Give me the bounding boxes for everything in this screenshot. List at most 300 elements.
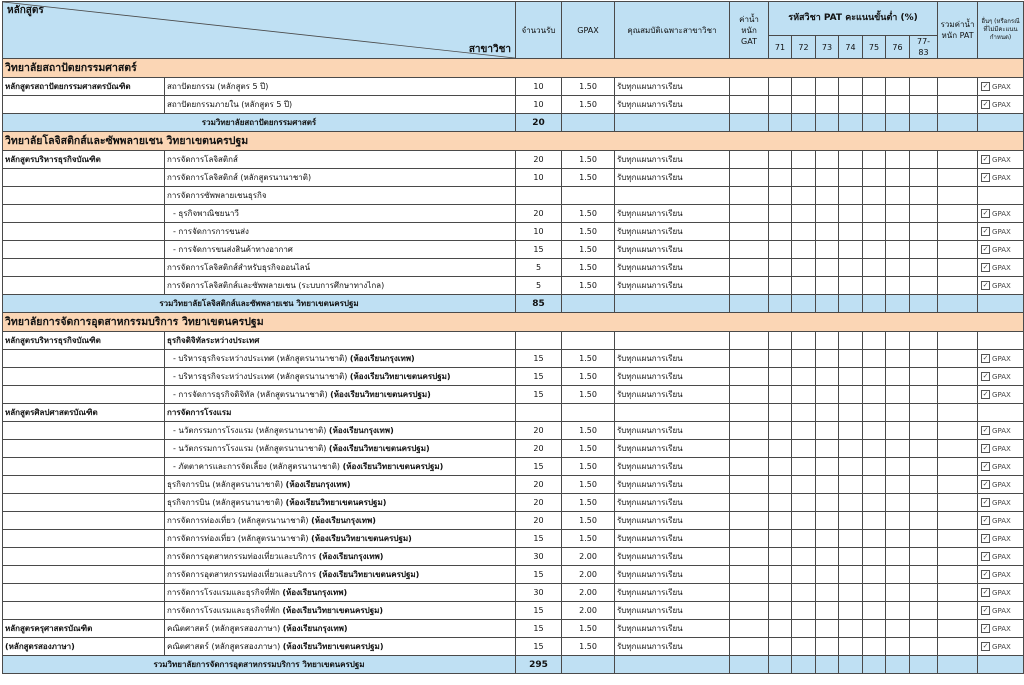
campus-label: (ห้องเรียนวิทยาเขตนครปฐม): [285, 497, 387, 507]
empty-cell: [863, 205, 886, 223]
major-name: - นวัตกรรมการโรงแรม (หลักสูตรนานาชาติ): [173, 443, 329, 453]
program-cell: [3, 169, 165, 187]
gpax-cell: 1.50: [562, 638, 615, 656]
major-cell: [165, 151, 516, 169]
empty-cell: [816, 638, 839, 656]
major-name: การจัดการโรงแรม: [167, 407, 232, 417]
empty-cell: [886, 530, 910, 548]
empty-cell: [910, 584, 938, 602]
qualification-cell: รับทุกแผนการเรียน: [615, 151, 730, 169]
program-cell: [3, 584, 165, 602]
empty-cell: [839, 241, 863, 259]
empty-cell: [816, 548, 839, 566]
empty-cell: [730, 259, 769, 277]
major-name: - ภัตตาคารและการจัดเลี้ยง (หลักสูตรนานาชาติ): [173, 461, 343, 471]
major-cell: [165, 386, 516, 404]
checkbox-icon: ✓: [982, 426, 989, 434]
major-cell: [165, 169, 516, 187]
empty-cell: [769, 404, 792, 422]
empty-cell: [730, 422, 769, 440]
other-cell: [978, 440, 1024, 458]
checkbox-icon: ✓: [982, 281, 989, 289]
empty-cell: [792, 440, 816, 458]
empty-cell: [863, 476, 886, 494]
seats-cell: 15: [516, 620, 562, 638]
empty-cell: [792, 151, 816, 169]
major-name: - การจัดการขนส่งสินค้าทางอากาศ: [173, 244, 293, 254]
program-cell: หลักสูตรครุศาสตรบัณฑิต: [3, 620, 165, 638]
empty-cell: [816, 96, 839, 114]
empty-cell: [730, 440, 769, 458]
empty-cell: [816, 368, 839, 386]
empty-cell: [886, 187, 910, 205]
check-label: GPAX: [992, 372, 1011, 381]
program-cell: [3, 386, 165, 404]
empty-cell: [938, 96, 978, 114]
empty-cell: [792, 512, 816, 530]
campus-label: (ห้องเรียนกรุงเทพ): [282, 587, 348, 597]
empty-cell: [792, 620, 816, 638]
qualification-cell: รับทุกแผนการเรียน: [615, 440, 730, 458]
empty-cell: [839, 602, 863, 620]
other-cell: [978, 151, 1024, 169]
empty-cell: [769, 602, 792, 620]
checkbox-icon: ✓: [982, 462, 989, 470]
empty-cell: [730, 584, 769, 602]
checkbox-icon: ✓: [982, 155, 989, 163]
empty-cell: [839, 458, 863, 476]
empty-cell: [816, 277, 839, 295]
empty-cell: [792, 638, 816, 656]
empty-cell: [910, 638, 938, 656]
empty-cell: [792, 259, 816, 277]
major-cell: [165, 187, 516, 205]
check-label: GPAX: [992, 354, 1011, 363]
empty-cell: [938, 350, 978, 368]
qualification-cell: [615, 332, 730, 350]
major-name: สถาปัตยกรรม (หลักสูตร 5 ปี): [167, 81, 269, 91]
checkbox-icon: ✓: [982, 354, 989, 362]
gpax-cell: 2.00: [562, 584, 615, 602]
empty-cell: [910, 404, 938, 422]
subtotal-row: [3, 656, 1024, 674]
empty-cell: [938, 114, 978, 132]
empty-cell: [886, 566, 910, 584]
campus-label: (ห้องเรียนกรุงเทพ): [318, 551, 384, 561]
empty-cell: [816, 404, 839, 422]
campus-label: (ห้องเรียนกรุงเทพ): [285, 479, 351, 489]
header-pat-code: 77-83: [910, 36, 938, 59]
program-cell: [3, 96, 165, 114]
empty-cell: [615, 295, 730, 313]
empty-cell: [863, 548, 886, 566]
checkbox-icon: ✓: [982, 227, 989, 235]
table-row: [3, 584, 1024, 602]
major-cell: [165, 368, 516, 386]
seats-cell: 10: [516, 96, 562, 114]
seats-cell: 20: [516, 151, 562, 169]
empty-cell: [839, 620, 863, 638]
other-cell: [978, 368, 1024, 386]
empty-cell: [938, 187, 978, 205]
header-pat-title: รหัสวิชา PAT คะแนนขั้นต่ำ (%): [769, 2, 938, 36]
check-label: GPAX: [992, 444, 1011, 453]
empty-cell: [886, 78, 910, 96]
checkbox-icon: ✓: [982, 624, 989, 632]
empty-cell: [886, 638, 910, 656]
empty-cell: [938, 259, 978, 277]
empty-cell: [792, 277, 816, 295]
empty-cell: [938, 404, 978, 422]
program-cell: (หลักสูตรสองภาษา): [3, 638, 165, 656]
empty-cell: [816, 584, 839, 602]
empty-cell: [839, 440, 863, 458]
seats-cell: 15: [516, 241, 562, 259]
empty-cell: [769, 114, 792, 132]
other-cell: [978, 259, 1024, 277]
empty-cell: [792, 566, 816, 584]
empty-cell: [886, 332, 910, 350]
major-name: - ธุรกิจพาณิชยนาวี: [173, 208, 239, 218]
empty-cell: [769, 78, 792, 96]
table-row: [3, 512, 1024, 530]
gpax-cell: 1.50: [562, 205, 615, 223]
empty-cell: [863, 494, 886, 512]
qualification-cell: รับทุกแผนการเรียน: [615, 458, 730, 476]
empty-cell: [816, 458, 839, 476]
empty-cell: [730, 512, 769, 530]
empty-cell: [769, 584, 792, 602]
empty-cell: [769, 187, 792, 205]
seats-cell: [516, 404, 562, 422]
header-pat-code: 71: [769, 36, 792, 59]
table-row: [3, 223, 1024, 241]
major-cell: [165, 584, 516, 602]
table-row: [3, 530, 1024, 548]
seats-cell: 10: [516, 78, 562, 96]
campus-label: (ห้องเรียนวิทยาเขตนครปฐม): [328, 443, 430, 453]
empty-cell: [910, 96, 938, 114]
empty-cell: [816, 494, 839, 512]
empty-cell: [730, 458, 769, 476]
check-label: GPAX: [992, 642, 1011, 651]
empty-cell: [839, 584, 863, 602]
empty-cell: [730, 241, 769, 259]
checkbox-icon: ✓: [982, 444, 989, 452]
major-cell: [165, 223, 516, 241]
empty-cell: [792, 530, 816, 548]
table-row: [3, 494, 1024, 512]
table-row: [3, 386, 1024, 404]
empty-cell: [769, 223, 792, 241]
empty-cell: [863, 241, 886, 259]
gpax-cell: 1.50: [562, 476, 615, 494]
subtotal-value: 295: [516, 656, 562, 674]
empty-cell: [938, 566, 978, 584]
empty-cell: [886, 422, 910, 440]
empty-cell: [886, 350, 910, 368]
empty-cell: [839, 332, 863, 350]
other-cell: [978, 187, 1024, 205]
empty-cell: [863, 530, 886, 548]
empty-cell: [730, 205, 769, 223]
check-label: GPAX: [992, 516, 1011, 525]
gpax-cell: 2.00: [562, 602, 615, 620]
program-cell: [3, 512, 165, 530]
empty-cell: [816, 512, 839, 530]
header-major: สาขาวิชา: [468, 44, 511, 55]
empty-cell: [910, 169, 938, 187]
empty-cell: [816, 332, 839, 350]
gpax-cell: 1.50: [562, 512, 615, 530]
empty-cell: [863, 602, 886, 620]
major-cell: [165, 512, 516, 530]
empty-cell: [938, 295, 978, 313]
table-row: [3, 205, 1024, 223]
empty-cell: [886, 494, 910, 512]
empty-cell: [938, 205, 978, 223]
empty-cell: [910, 205, 938, 223]
empty-cell: [839, 638, 863, 656]
table-row: [3, 422, 1024, 440]
checkbox-icon: ✓: [982, 588, 989, 596]
empty-cell: [938, 512, 978, 530]
empty-cell: [839, 494, 863, 512]
empty-cell: [730, 386, 769, 404]
empty-cell: [792, 96, 816, 114]
checkbox-icon: ✓: [982, 606, 989, 614]
empty-cell: [792, 241, 816, 259]
empty-cell: [816, 187, 839, 205]
major-name: การจัดการโลจิสติกส์ (หลักสูตรนานาชาติ): [167, 172, 312, 182]
seats-cell: 15: [516, 368, 562, 386]
empty-cell: [886, 458, 910, 476]
program-cell: หลักสูตรสถาปัตยกรรมศาสตรบัณฑิต: [3, 78, 165, 96]
other-cell: [978, 205, 1024, 223]
empty-cell: [792, 114, 816, 132]
empty-cell: [730, 277, 769, 295]
gpax-cell: 1.50: [562, 96, 615, 114]
empty-cell: [839, 566, 863, 584]
seats-cell: 15: [516, 458, 562, 476]
major-name: การจัดการซัพพลายเชนธุรกิจ: [167, 190, 267, 200]
empty-cell: [938, 530, 978, 548]
major-name: การจัดการโรงแรมและธุรกิจที่พัก: [167, 605, 283, 615]
major-name: ธุรกิจดิจิทัลระหว่างประเทศ: [167, 335, 260, 345]
section-title: วิทยาลัยโลจิสติกส์และซัพพลายเชน วิทยาเขตนครปฐม: [3, 132, 1024, 151]
empty-cell: [816, 78, 839, 96]
major-cell: [165, 350, 516, 368]
empty-cell: [769, 512, 792, 530]
subtotal-label: รวมวิทยาลัยโลจิสติกส์และซัพพลายเชน วิทยาเขตนครปฐม: [3, 295, 516, 313]
empty-cell: [910, 350, 938, 368]
empty-cell: [910, 476, 938, 494]
qualification-cell: รับทุกแผนการเรียน: [615, 241, 730, 259]
check-label: GPAX: [992, 462, 1011, 471]
gpax-cell: 1.50: [562, 620, 615, 638]
qualification-cell: รับทุกแผนการเรียน: [615, 368, 730, 386]
qualification-cell: [615, 404, 730, 422]
empty-cell: [910, 259, 938, 277]
header-seats: จำนวนรับ: [516, 2, 562, 59]
empty-cell: [730, 96, 769, 114]
empty-cell: [839, 259, 863, 277]
major-name: สถาปัตยกรรมภายใน (หลักสูตร 5 ปี): [167, 99, 293, 109]
check-label: GPAX: [992, 263, 1011, 272]
campus-label: (ห้องเรียนวิทยาเขตนครปฐม): [282, 641, 384, 651]
check-label: GPAX: [992, 606, 1011, 615]
table-row: [3, 277, 1024, 295]
empty-cell: [839, 350, 863, 368]
qualification-cell: รับทุกแผนการเรียน: [615, 620, 730, 638]
qualification-cell: รับทุกแผนการเรียน: [615, 530, 730, 548]
empty-cell: [816, 223, 839, 241]
empty-cell: [839, 205, 863, 223]
gpax-cell: 2.00: [562, 566, 615, 584]
major-cell: [165, 259, 516, 277]
major-cell: [165, 440, 516, 458]
empty-cell: [839, 295, 863, 313]
major-name: - บริหารธุรกิจระหว่างประเทศ (หลักสูตรนานาชาติ): [173, 353, 350, 363]
qualification-cell: รับทุกแผนการเรียน: [615, 350, 730, 368]
empty-cell: [910, 241, 938, 259]
empty-cell: [886, 259, 910, 277]
empty-cell: [863, 566, 886, 584]
checkbox-icon: ✓: [982, 498, 989, 506]
gpax-cell: 1.50: [562, 78, 615, 96]
header-pat-code: 73: [816, 36, 839, 59]
program-cell: [3, 458, 165, 476]
empty-cell: [978, 114, 1024, 132]
header-pat-code: 75: [863, 36, 886, 59]
major-cell: [165, 458, 516, 476]
empty-cell: [769, 332, 792, 350]
empty-cell: [839, 656, 863, 674]
checkbox-icon: ✓: [982, 534, 989, 542]
other-cell: [978, 169, 1024, 187]
other-cell: [978, 494, 1024, 512]
empty-cell: [863, 78, 886, 96]
empty-cell: [910, 530, 938, 548]
empty-cell: [886, 602, 910, 620]
empty-cell: [863, 295, 886, 313]
empty-cell: [863, 638, 886, 656]
empty-cell: [910, 277, 938, 295]
header-pat-code: 74: [839, 36, 863, 59]
program-cell: [3, 440, 165, 458]
empty-cell: [730, 223, 769, 241]
empty-cell: [730, 368, 769, 386]
major-cell: [165, 332, 516, 350]
other-cell: [978, 404, 1024, 422]
header-gat-weight: ค่าน้ำหนัก GAT: [730, 2, 769, 59]
empty-cell: [816, 169, 839, 187]
program-cell: [3, 241, 165, 259]
campus-label: (ห้องเรียนกรุงเทพ): [349, 353, 415, 363]
section-title: วิทยาลัยสถาปัตยกรรมศาสตร์: [3, 59, 1024, 78]
empty-cell: [769, 494, 792, 512]
major-cell: [165, 277, 516, 295]
empty-cell: [886, 205, 910, 223]
other-cell: [978, 78, 1024, 96]
empty-cell: [863, 422, 886, 440]
qualification-cell: รับทุกแผนการเรียน: [615, 223, 730, 241]
header-pat-code: 76: [886, 36, 910, 59]
major-name: การจัดการท่องเที่ยว (หลักสูตรนานาชาติ): [167, 515, 312, 525]
seats-cell: 20: [516, 440, 562, 458]
empty-cell: [863, 277, 886, 295]
empty-cell: [863, 404, 886, 422]
empty-cell: [769, 440, 792, 458]
empty-cell: [769, 548, 792, 566]
table-row: [3, 458, 1024, 476]
empty-cell: [769, 350, 792, 368]
empty-cell: [816, 386, 839, 404]
empty-cell: [910, 368, 938, 386]
empty-cell: [816, 241, 839, 259]
other-cell: [978, 386, 1024, 404]
check-label: GPAX: [992, 588, 1011, 597]
check-label: GPAX: [992, 498, 1011, 507]
major-cell: [165, 530, 516, 548]
admission-table: [2, 1, 1024, 674]
empty-cell: [863, 223, 886, 241]
table-row: [3, 169, 1024, 187]
gpax-cell: 1.50: [562, 494, 615, 512]
qualification-cell: รับทุกแผนการเรียน: [615, 638, 730, 656]
empty-cell: [938, 241, 978, 259]
program-cell: [3, 548, 165, 566]
qualification-cell: รับทุกแผนการเรียน: [615, 169, 730, 187]
table-row: [3, 566, 1024, 584]
empty-cell: [938, 422, 978, 440]
empty-cell: [816, 440, 839, 458]
qualification-cell: รับทุกแผนการเรียน: [615, 494, 730, 512]
empty-cell: [938, 277, 978, 295]
qualification-cell: รับทุกแผนการเรียน: [615, 96, 730, 114]
empty-cell: [938, 169, 978, 187]
empty-cell: [792, 78, 816, 96]
empty-cell: [910, 78, 938, 96]
checkbox-icon: ✓: [982, 372, 989, 380]
other-cell: [978, 476, 1024, 494]
check-label: GPAX: [992, 534, 1011, 543]
empty-cell: [816, 476, 839, 494]
major-name: การจัดการโลจิสติกส์: [167, 154, 238, 164]
qualification-cell: รับทุกแผนการเรียน: [615, 476, 730, 494]
empty-cell: [839, 96, 863, 114]
qualification-cell: รับทุกแผนการเรียน: [615, 78, 730, 96]
table-row: [3, 620, 1024, 638]
empty-cell: [615, 656, 730, 674]
gpax-cell: 1.50: [562, 386, 615, 404]
subtotal-label: รวมวิทยาลัยการจัดการอุตสาหกรรมบริการ วิทยาเขตนครปฐม: [3, 656, 516, 674]
empty-cell: [769, 530, 792, 548]
checkbox-icon: ✓: [982, 552, 989, 560]
program-cell: [3, 259, 165, 277]
empty-cell: [886, 548, 910, 566]
empty-cell: [792, 656, 816, 674]
section-row: [3, 132, 1024, 151]
table-row: [3, 548, 1024, 566]
table-row: [3, 151, 1024, 169]
qualification-cell: รับทุกแผนการเรียน: [615, 386, 730, 404]
gpax-cell: [562, 404, 615, 422]
empty-cell: [769, 205, 792, 223]
empty-cell: [938, 368, 978, 386]
empty-cell: [839, 512, 863, 530]
major-cell: [165, 404, 516, 422]
